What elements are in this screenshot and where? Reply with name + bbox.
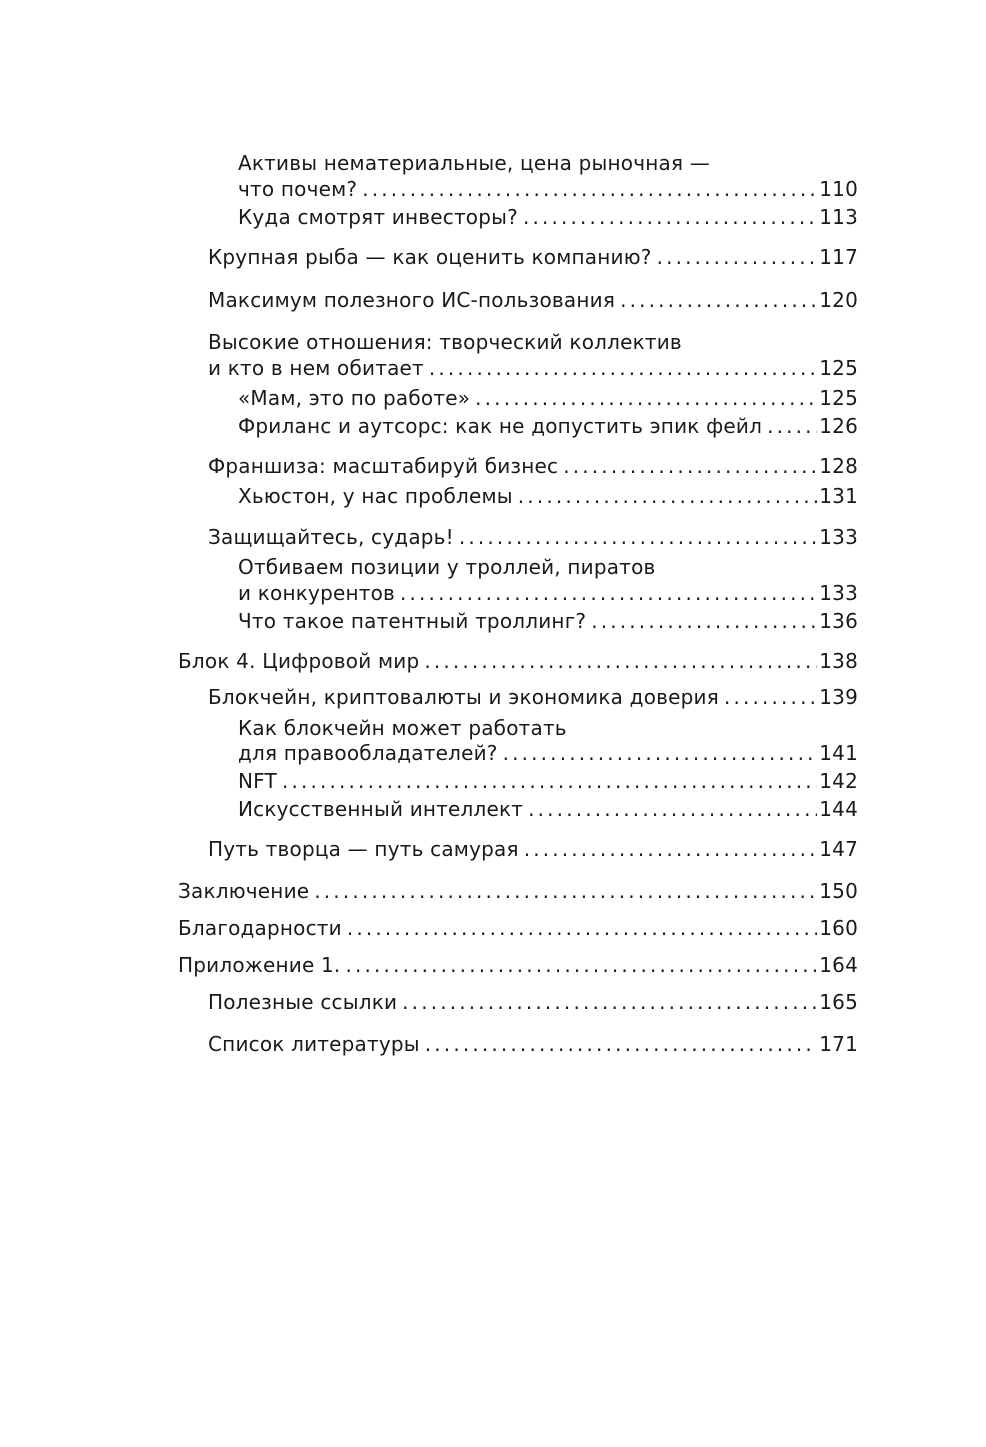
toc-entry[interactable]: [208, 1030, 858, 1058]
toc-entry-title: Крупная рыба — как оценить компанию?: [208, 245, 652, 269]
toc-entry-title: Защищайтесь, сударь!: [208, 525, 454, 549]
toc-entry-title: Куда смотрят инвесторы?: [238, 205, 518, 229]
toc-entry-title: Максимум полезного ИС-пользования: [208, 288, 616, 312]
toc-entry[interactable]: [238, 412, 858, 440]
toc-entry[interactable]: [238, 175, 858, 203]
toc-page-number: 131: [819, 484, 858, 508]
toc-entry[interactable]: [238, 739, 858, 767]
dot-leader: [402, 988, 817, 1016]
toc-entry[interactable]: [238, 579, 858, 607]
toc-entry[interactable]: [238, 795, 858, 823]
toc-entry-title: Что такое патентный троллинг?: [238, 609, 587, 633]
toc-entry-title: Заключение: [178, 879, 310, 903]
dot-leader: [523, 203, 817, 231]
toc-entry-title: Блокчейн, криптовалюты и экономика доверия: [208, 685, 719, 709]
toc-page-number: 150: [819, 879, 858, 903]
toc-entry[interactable]: [208, 523, 858, 551]
toc-page-number: 133: [819, 525, 858, 549]
toc-entry-title: и кто в нем обитает: [208, 356, 424, 380]
toc-page-number: 142: [819, 769, 858, 793]
toc-entry-title: Благодарности: [178, 916, 342, 940]
toc-page-number: 141: [819, 741, 858, 765]
toc-entry-title: Полезные ссылки: [208, 990, 398, 1014]
toc-page-number: 165: [819, 990, 858, 1014]
toc-entry[interactable]: [238, 203, 858, 231]
toc-entry-title: «Мам, это по работе»: [238, 386, 471, 410]
toc-entry-title: Как блокчейн может работать: [238, 716, 567, 740]
dot-leader: [503, 739, 818, 767]
toc-entry-title: Список литературы: [208, 1032, 420, 1056]
toc-entry-title: Искусственный интеллект: [238, 797, 524, 821]
toc-entry-title: и конкурентов: [238, 581, 396, 605]
toc-page-number: 125: [819, 356, 858, 380]
dot-leader: [314, 877, 817, 905]
toc-page-number: 136: [819, 609, 858, 633]
toc-page-number: 113: [819, 205, 858, 229]
toc-entry[interactable]: [238, 384, 858, 412]
toc-entry-title: Путь творца — путь самурая: [208, 837, 519, 861]
dot-leader: [528, 795, 817, 823]
toc-entry[interactable]: [208, 243, 858, 271]
toc-entry-title: Фриланс и аутсорс: как не допустить эпик фейл: [238, 414, 763, 438]
dot-leader: [362, 175, 817, 203]
toc-page-number: 160: [819, 916, 858, 940]
dot-leader: [591, 607, 817, 635]
toc-entry[interactable]: [208, 988, 858, 1016]
dot-leader: [346, 951, 818, 979]
toc-page-number: 139: [819, 685, 858, 709]
toc-entry[interactable]: [178, 914, 858, 942]
toc-entry-title: что почем?: [238, 177, 358, 201]
toc-entry[interactable]: [178, 647, 858, 675]
toc-entry-title: Активы нематериальные, цена рыночная —: [238, 151, 710, 175]
toc-entry[interactable]: [208, 354, 858, 382]
dot-leader: [424, 647, 817, 675]
dot-leader: [429, 354, 817, 382]
toc-entry[interactable]: [238, 767, 858, 795]
toc-entry[interactable]: [208, 286, 858, 314]
toc-entry-title: Приложение 1.: [178, 953, 341, 977]
toc-entry-title: NFT: [238, 769, 277, 793]
toc-page-number: 133: [819, 581, 858, 605]
toc-entry-title: Высокие отношения: творческий коллектив: [208, 330, 682, 354]
dot-leader: [347, 914, 817, 942]
dot-leader: [724, 683, 817, 711]
toc-entry-title: Франшиза: масштабируй бизнес: [208, 454, 559, 478]
toc-page-number: 128: [819, 454, 858, 478]
dot-leader: [524, 835, 818, 863]
dot-leader: [767, 412, 817, 440]
toc-page-number: 138: [819, 649, 858, 673]
toc-page-number: 164: [819, 953, 858, 977]
dot-leader: [475, 384, 817, 412]
toc-page-number: 144: [819, 797, 858, 821]
dot-leader: [425, 1030, 817, 1058]
toc-entry[interactable]: [208, 452, 858, 480]
dot-leader: [563, 452, 817, 480]
toc-page-number: 117: [819, 245, 858, 269]
dot-leader: [518, 482, 817, 510]
dot-leader: [657, 243, 818, 271]
toc-entry[interactable]: [238, 482, 858, 510]
toc-entry[interactable]: [178, 877, 858, 905]
toc-entry[interactable]: [238, 607, 858, 635]
dot-leader: [620, 286, 817, 314]
dot-leader: [459, 523, 817, 551]
dot-leader: [282, 767, 817, 795]
toc-entry[interactable]: [208, 835, 858, 863]
toc-entry[interactable]: [178, 951, 858, 979]
toc-page-number: 110: [819, 177, 858, 201]
toc-entry[interactable]: [208, 683, 858, 711]
toc-page-number: 125: [819, 386, 858, 410]
toc-page-number: 126: [819, 414, 858, 438]
toc-entry-title: Хьюстон, у нас проблемы: [238, 484, 513, 508]
toc-entry-title: Блок 4. Цифровой мир: [178, 649, 420, 673]
toc-page-number: 120: [819, 288, 858, 312]
toc-entry-title: Отбиваем позиции у троллей, пиратов: [238, 555, 656, 579]
toc-entry-title: для правообладателей?: [238, 741, 498, 765]
toc-page-number: 171: [819, 1032, 858, 1056]
toc-page-number: 147: [819, 837, 858, 861]
dot-leader: [400, 579, 817, 607]
